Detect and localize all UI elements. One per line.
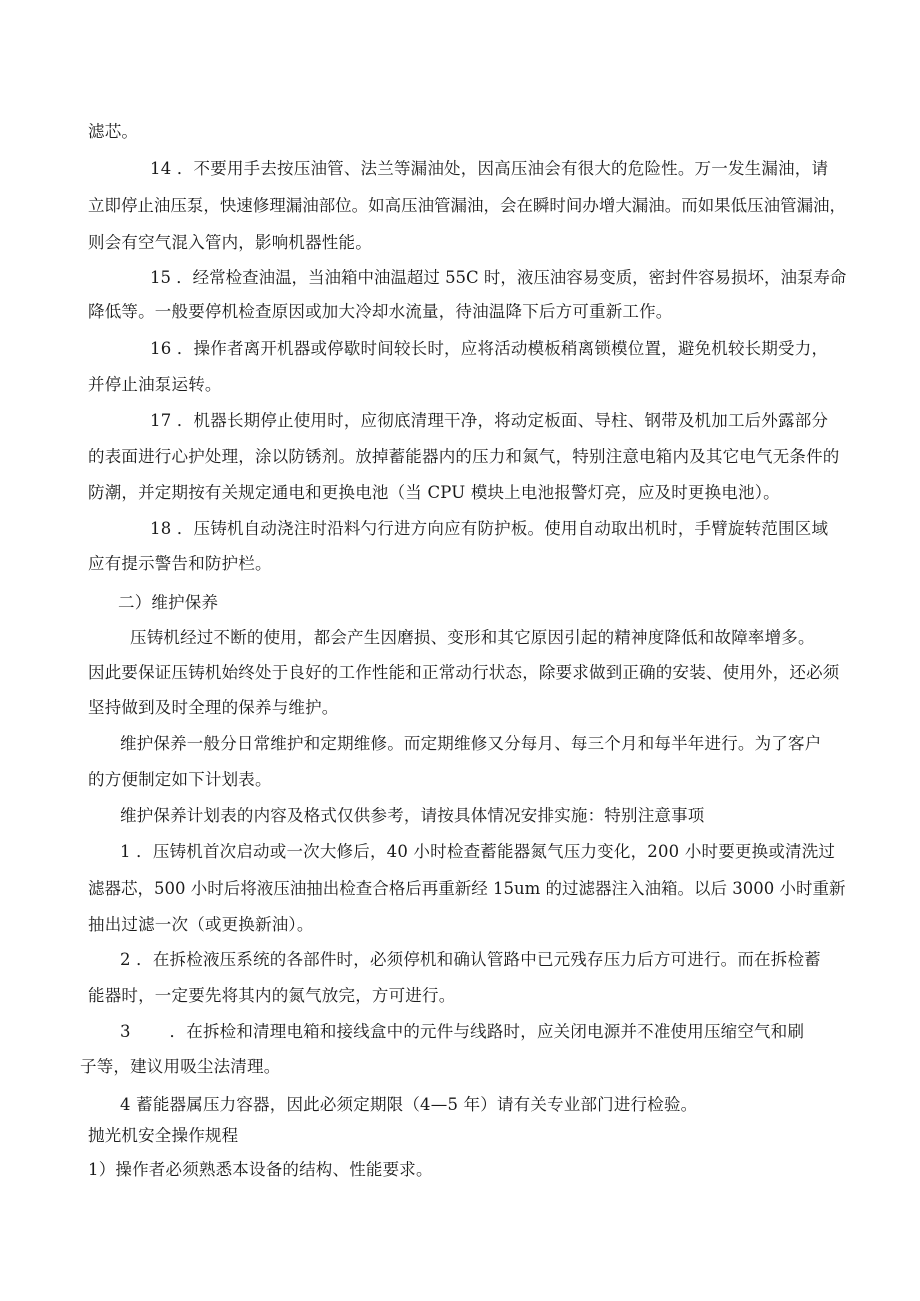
note-2-line-1: 2 ．在拆检液压系统的各部件时，必须停机和确认管路中已元残存压力后方可进行。而在拆检蓄 (120, 950, 821, 969)
maintenance-para-1-line-1: 压铸机经过不断的使用，都会产生因磨损、变形和其它原因引起的精神度降低和故障率增多。 (130, 628, 815, 647)
text-line-1: 滤芯。 (88, 122, 139, 141)
section-heading-polisher: 抛光机安全操作规程 (88, 1126, 239, 1145)
note-2-line-2: 能器时，一定要先将其内的氮气放完，方可进行。 (88, 986, 456, 1005)
maintenance-para-2-line-1: 维护保养一般分日常维护和定期维修。而定期维修又分每月、每三个月和每半年进行。为了客户 (120, 734, 822, 753)
maintenance-para-1-line-3: 坚持做到及时全理的保养与维护。 (88, 698, 339, 717)
item-15-line-2: 降低等。一般要停机检查原因或加大冷却水流量，待油温降下后方可重新工作。 (88, 302, 673, 321)
item-17-line-1: 17 ．机器长期停止使用时，应彻底清理干净，将动定板面、导柱、钢带及机加工后外露部分 (150, 411, 829, 430)
note-1-line-3: 抽出过滤一次（或更换新油）。 (88, 915, 314, 934)
item-17-line-2: 的表面进行心护处理，涂以防锈剂。放掉蓄能器内的压力和氮气，特别注意电箱内及其它电气无条件的 (88, 447, 840, 466)
item-14-line-1: 14 ．不要用手去按压油管、法兰等漏油处，因高压油会有很大的危险性。万一发生漏油，请 (150, 159, 829, 178)
note-4: 4 蓄能器属压力容器，因此必须定期限（4—5 年）请有关专业部门进行检验。 (120, 1095, 698, 1114)
item-15-line-1: 15 ．经常检查油温，当油箱中油温超过 55C 时，液压油容易变质，密封件容易损坏，油泵寿命 (150, 268, 847, 287)
item-18-line-1: 18 ．压铸机自动浇注时沿料勺行进方向应有防护板。使用自动取出机时，手臂旋转范围区域 (150, 519, 829, 538)
maintenance-para-2-line-2: 的方便制定如下计划表。 (88, 770, 272, 789)
item-14-line-3: 则会有空气混入管内，影响机器性能。 (88, 233, 372, 252)
note-3-line-1: 3 ．在拆检和清理电箱和接线盒中的元件与线路时，应关闭电源并不准使用压缩空气和刷 (120, 1022, 805, 1041)
item-14-line-2: 立即停止油压泵，快速修理漏油部位。如高压油管漏油，会在瞬时间办增大漏油。而如果低压油管漏油， (88, 196, 847, 215)
item-16-line-2: 并停止油泵运转。 (88, 375, 222, 394)
note-3-line-2: 子等，建议用吸尘法清理。 (80, 1057, 281, 1076)
item-16-line-1: 16 ．操作者离开机器或停歇时间较长时，应将活动模板稍离锁模位置，避免机较长期受力， (150, 339, 829, 358)
maintenance-para-3: 维护保养计划表的内容及格式仅供参考，请按具体情况安排实施：特别注意事项 (120, 806, 705, 825)
polisher-rule-1: 1）操作者必须熟悉本设备的结构、性能要求。 (88, 1160, 433, 1179)
section-heading-maintenance: 二）维护保养 (118, 593, 219, 612)
note-1-line-2: 滤器芯，500 小时后将液压油抽出检查合格后再重新经 15um 的过滤器注入油箱。以后 3000 小时重新 (88, 879, 846, 898)
note-1-line-1: 1 ．压铸机首次启动或一次大修后，40 小时检查蓄能器氮气压力变化，200 小时要更换或清洗过 (120, 842, 836, 861)
item-18-line-2: 应有提示警告和防护栏。 (88, 554, 272, 573)
item-17-line-3: 防潮，并定期按有关规定通电和更换电池（当 CPU 模块上电池报警灯亮，应及时更换电池）。 (88, 483, 780, 502)
maintenance-para-1-line-2: 因此要保证压铸机始终处于良好的工作性能和正常动行状态，除要求做到正确的安装、使用外，还必须 (88, 663, 840, 682)
